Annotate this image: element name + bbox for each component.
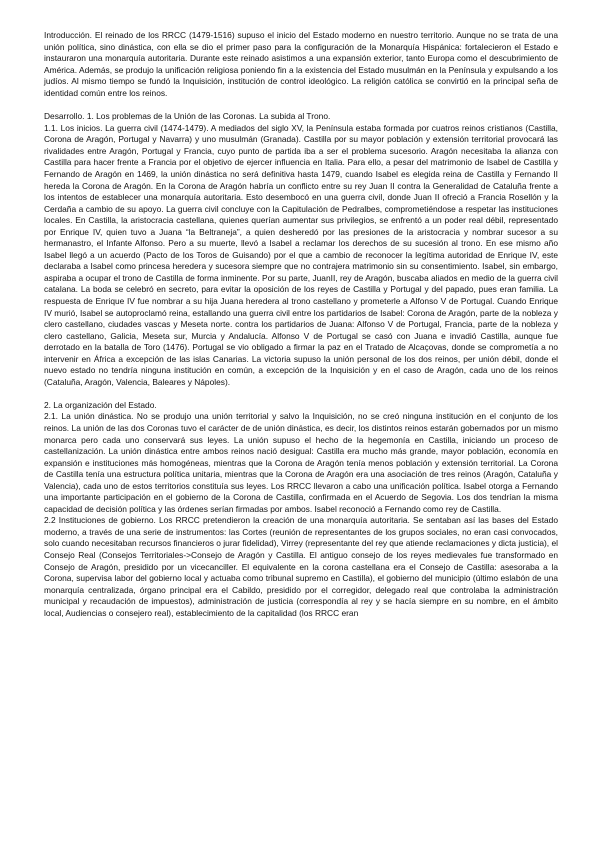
section-2-2-paragraph: 2.2 Instituciones de gobierno. Los RRCC pretendieron la creación de una monarquía autoritaria. Se sentaban así las bases del Estado moderno, a través de una serie de instrumentos: las Cortes (reunión de representantes de los grupos sociales, no eran casi convocados, solo cuando necesitaban recursos financieros o jurar fidelidad), Virrey (representante del rey que atiende reclamaciones y dicta justicia), el Consejo Real (Consejos Territoriales->Consejo de Aragón y Castilla. El antiguo consejo de los reyes medievales fue transformado en Consejo de Aragón, presidido por un vicecanciller. El equivalente en la corona castellana era el Consejo de Castilla: asesoraba a la Corona, supervisa labor del gobierno local y actuaba como tribunal supremo en Castilla), el gobierno del municipio (último eslabón de una monarquía centralizada, órgano principal era el Cabildo, presidido por el corregidor, delegado real que controlaba la administración municipal y recaudación de impuestos), administración de justicia (correspondía al rey y se hacía siempre en su nombre, en el ámbito local, Audiencias o consejero real), establecimiento de la capitalidad (los RRCC eran [44,515,558,618]
intro-paragraph: Introducción. El reinado de los RRCC (1479-1516) supuso el inicio del Estado moderno en nuestro territorio. Aunque no se trata de una unión política, sino dinástica, con ella se dio el primer paso para la configuración de la Monarquía Hispánica: fortalecieron el Estado e instauraron una monarquía autoritaria. Durante este reinado asistimos a una expansión exterior, tanto Europa como el descubrimiento de América. Además, se produjo la unificación religiosa poniendo fin a la existencia del Estado musulmán en la Península y expulsando a los judíos. Al mismo tiempo se fundó la Inquisición, institución de control ideológico. La religión católica se convirtió en la principal seña de identidad común entre los reinos. [44,30,558,98]
document-page [44,30,558,619]
paragraph-spacer [44,388,558,400]
section-1-heading: Desarrollo. 1. Los problemas de la Unión de las Coronas. La subida al Trono. [44,111,331,122]
section-2-heading: 2. La organización del Estado. [44,399,157,410]
section-1-1-paragraph: 1.1. Los inicios. La guerra civil (1474-1479). A mediados del siglo XV, la Península estaba formada por cuatros reinos cristianos (Castilla, Corona de Aragón, Portugal y Navarra) y uno musulmán (Granada). Castilla por su mayor población y extensión territorial provocará las rivalidades entre Aragón, Portugal y Francia, cuyo punto de partida iba a ser el problema sucesorio. Aragón necesitaba la alianza con Castilla para hacer frente a Francia por el objetivo de ejercer influencia en Italia. Para ello, a pesar del matrimonio de Isabel de Castilla y Fernando de Aragón en 1469, la unión dinástica no será definitiva hasta 1479, cuando Isabel es elegida reina de Castilla y Fernando II hereda la Corona de Aragón. En la Corona de Aragón habría un conflicto entre su rey Juan II contra la Generalidad de Cataluña frente a los intentos de establecer una monarquía autoritaria. Esto desembocó en una guerra civil, donde Juan II ofreció a Francia Rosellón y la Cerdaña a cambio de su apoyo. La guerra civil concluye con la Capitulación de Pedralbes, comprometiéndose a respetar las instituciones locales. En Castilla, la aristocracia castellana, quienes querían aumentar sus privilegios, se enfrentó a un poder real débil, representado por Enrique IV, quien tuvo a Juana “la Beltraneja”, a quien desheredó por las presiones de la aristocracia y nombrar sucesor a su hermanastro, el Infante Alfonso. Pero a su muerte, llevó a Isabel a reclamar los derechos de su sucesión al trono. En ese mismo año Isabel llegó a un acuerdo (Pacto de los Toros de Guisando) por el que a cambio de reconocer la legítima autoridad de Enrique IV, este declaraba a Isabel como princesa heredera y sucesora siempre que no contrajera matrimonio sin su consentimiento. Isabel, sin embargo, aspiraba a ocupar el trono de Castilla de forma inminente. Por su parte, JuanII, rey de Aragón, buscaba aliados en medio de la guerra civil catalana. La boda se celebró en secreto, para evitar la oposición de los reyes de Castilla y Portugal y del papado, pues eran familia. La respuesta de Enrique IV fue nombrar a su hija Juana heredera al trono castellano y prometerle a Alfonso V de Portugal. Cuando Enrique IV murió, Isabel se autoproclamó reina, estallando una guerra civil entre los partidarios de Isabel: Corona de Aragón, parte de la nobleza y clero castellano, ciudades vascas y Meseta norte. contra los partidarios de Juana: Alfonso V de Portugal, Francia, parte de la nobleza y clero castellano, Galicia, Meseta sur, Murcia y Andalucía. Alfonso V de Portugal se casó con Juana e invadió Castilla, aunque fue derrotado en la batalla de Toro (1476). Portugal se vio obligado a firmar la paz en el Tratado de Alcaçovas, donde se comprometía a no intervenir en África a excepción de las islas Canarias. La victoria supuso la unión personal de los dos reinos, per unión débil, donde el nuevo estado no tendría ninguna institución en común, a excepción de la Inquisición y en el caso de Aragón, cada uno de los reinos (Cataluña, Aragón, Valencia, Baleares y Nápoles). [44,122,558,387]
section-2-1-paragraph: 2.1. La unión dinástica. No se produjo una unión territorial y salvo la Inquisición, no se creó ninguna institución en el conjunto de los reinos. La unión de las dos Coronas tuvo el carácter de de unión dinástica, es decir, los distintos reinos estarán gobernados por un mismo monarca pero cada uno conservará sus leyes. La unión supuso el hecho de la hegemonía en Castilla, iniciando un proceso de castellanización. La unión dinástica entre ambos reinos nació desigual: Castilla era mucho más grande, mayor población, economía en expansión e instituciones más homogéneas, mientras que la Corona de Aragón tenía menos población y extensión territorial. La Corona de Castilla tenía una estructura política unitaria, mientras que la Corona de Aragón era una asociación de tres reinos (Aragón, Cataluña y Valencia), cada uno de estos territorios constituía sus leyes. Los RRCC llevaron a cabo una unificación política. Isabel otorga a Fernando una importante participación en el gobierno de la Corona de Castilla, confirmada en el Acuerdo de Segovia. Los dos tendrían la misma capacidad de decisión política y las órdenes serían firmadas por ambos. Isabel reconoció a Fernando como rey de Castilla. [44,411,558,514]
